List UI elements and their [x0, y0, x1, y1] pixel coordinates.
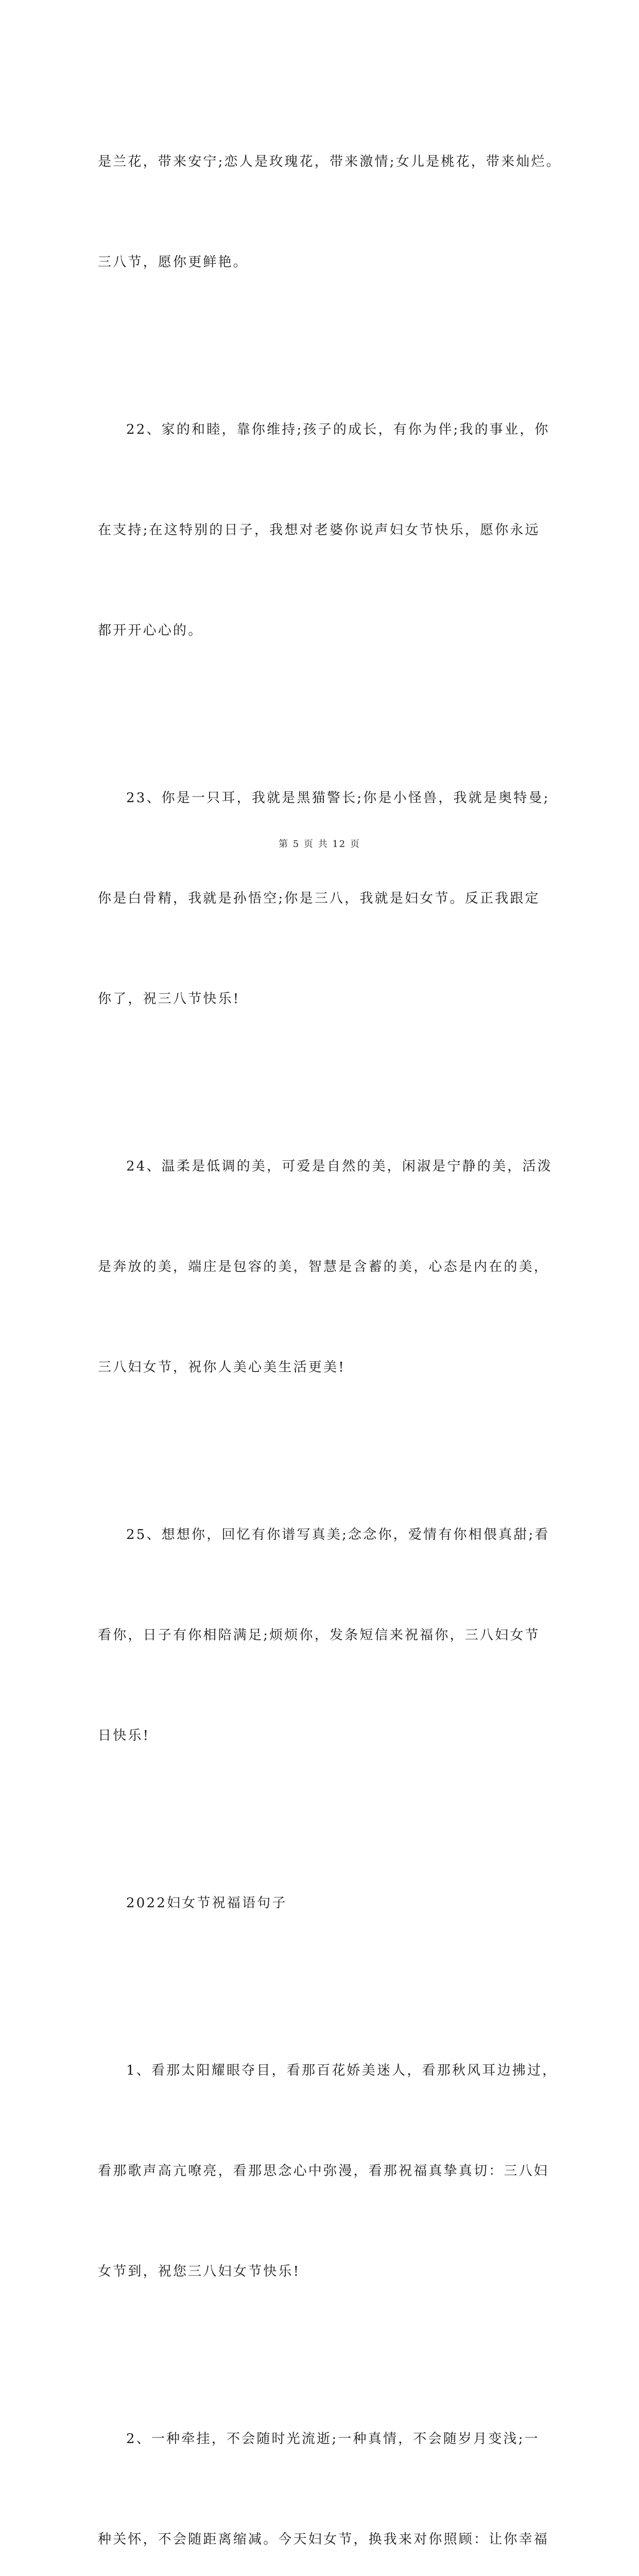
- text-line: 种关怀，不会随距离缩减。今天妇女节，换我来对你照顾：让你幸福: [98, 2532, 549, 2547]
- text-line: 看那歌声高亢嘹亮，看那思念心中弥漫，看那祝福真挚真切：三八妇: [98, 2163, 549, 2179]
- text-line: 日快乐!: [98, 1728, 150, 1743]
- text-line: 24、温柔是低调的美，可爱是自然的美，闲淑是宁静的美，活泼: [126, 1159, 552, 1174]
- paragraph-25: [98, 1451, 550, 1820]
- section-heading: [98, 1820, 542, 1987]
- text-line: 23、你是一只耳，我就是黑猫警长;你是小怪兽，我就是奥特曼;: [126, 790, 550, 806]
- text-line: 看你，日子有你相陪满足;烦烦你，发条短信来祝福你，三八妇女节: [98, 1628, 540, 1643]
- text-line: 2、一种牵挂，不会随时光流逝;一种真情，不会随岁月变浅;一: [126, 2431, 540, 2447]
- heading-line: 2022妇女节祝福语句子: [126, 1895, 287, 1911]
- paragraph-2: [98, 2355, 549, 2576]
- text-line: 三八节，愿你更鲜艳。: [98, 255, 249, 270]
- text-line: 都开开心心的。: [98, 623, 203, 638]
- paragraph-24: [98, 1083, 552, 1451]
- text-line: 三八妇女节，祝你人美心美生活更美!: [98, 1360, 346, 1375]
- document-body: [98, 78, 561, 2576]
- text-line: 22、家的和睦，靠你维持;孩子的成长，有你为伴;我的事业，你: [126, 422, 550, 437]
- text-line: 1、看那太阳耀眼夺目，看那百花娇美迷人，看那秋风耳边拂过，: [126, 2063, 558, 2078]
- paragraph-23: [98, 715, 550, 1083]
- text-line: 是奔放的美，端庄是包容的美，智慧是含蓄的美，心态是内在的美，: [98, 1259, 549, 1275]
- text-line: 你了，祝三八节快乐!: [98, 991, 240, 1007]
- text-line: 25、想想你，回忆有你谱写真美;念念你，爱情有你相偎真甜;看: [126, 1527, 550, 1543]
- paragraph-continuation: [98, 78, 561, 346]
- text-line: 是兰花，带来安宁;恋人是玫瑰花，带来激情;女儿是桃花，带来灿烂。: [98, 154, 561, 170]
- text-line: 女节到，祝您三八妇女节快乐!: [98, 2264, 301, 2279]
- text-line: 在支持;在这特别的日子，我想对老婆你说声妇女节快乐，愿你永远: [98, 522, 540, 538]
- paragraph-22: [98, 346, 550, 715]
- paragraph-1: [98, 1987, 558, 2355]
- page-footer: 第 5 页 共 12 页: [279, 839, 360, 850]
- text-line: 你是白骨精，我就是孙悟空;你是三八，我就是妇女节。反正我跟定: [98, 891, 540, 906]
